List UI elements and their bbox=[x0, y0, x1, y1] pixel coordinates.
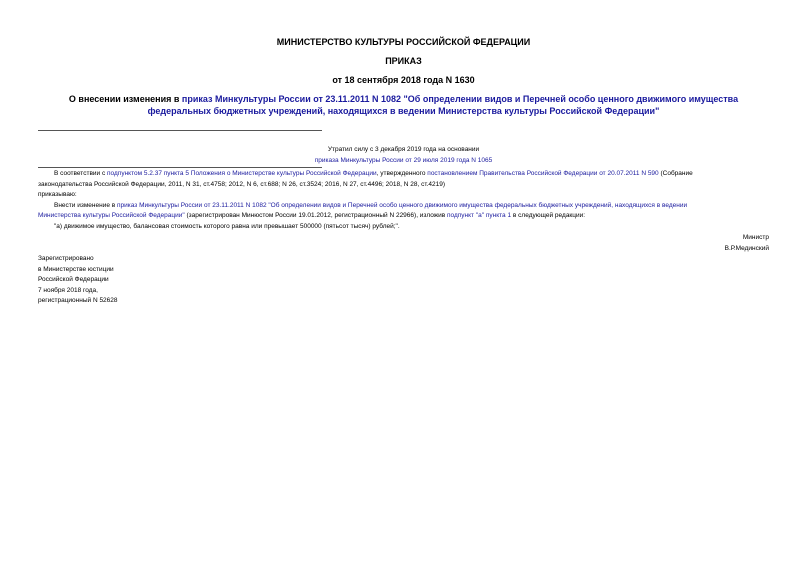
document-body bbox=[38, 169, 770, 232]
paragraph-2 bbox=[38, 201, 770, 212]
p1-link-regulation[interactable]: подпунктом 5.2.37 пункта 5 Положения о Министерстве культуры Российской Федерации bbox=[107, 170, 377, 177]
p2-text-b: (зарегистрирован Минюстом России 19.01.2012, регистрационный N 22966), изложив bbox=[184, 212, 447, 219]
p2-link-subpoint[interactable]: подпункт "а" пункта 1 bbox=[447, 212, 512, 219]
p2-link-order[interactable]: приказ Минкультуры России от 23.11.2011 N 1082 "Об определении видов и Перечней особо ценного движимого имущества федеральных бюджетных учреждений, находящихся в ведении bbox=[117, 201, 688, 209]
registration-line5: регистрационный N 52628 bbox=[38, 297, 118, 304]
document-title bbox=[38, 94, 769, 117]
registration-line3: Российской Федерации bbox=[38, 276, 109, 283]
paragraph-1-line3: приказываю: bbox=[38, 191, 77, 198]
divider-status bbox=[38, 167, 322, 168]
title-prefix: О внесении изменения в bbox=[68, 94, 182, 104]
p1-text-c: (Собрание bbox=[658, 170, 693, 177]
status-link[interactable]: приказа Минкультуры России от 29 июля 2019 года N 1065 bbox=[314, 156, 493, 164]
document-date-number: от 18 сентября 2018 года N 1630 bbox=[332, 75, 475, 85]
registration-line1: Зарегистрировано bbox=[38, 255, 94, 262]
registration-block bbox=[38, 254, 118, 307]
title-link[interactable]: приказ Минкультуры России от 23.11.2011 N 1082 "Об определении видов и Перечней особо ценного движимого имущества федеральных бюджетных учреждений, находящихся в ведении Министерства культуры Российской Федерации" bbox=[147, 94, 739, 116]
registration-line2: в Министерстве юстиции bbox=[38, 265, 114, 273]
p1-text-a: В соответствии с bbox=[54, 170, 108, 177]
signature-name: В.Р.Мединский bbox=[724, 244, 769, 252]
status-note bbox=[0, 145, 807, 166]
status-line1: Утратил силу с 3 декабря 2019 года на основании bbox=[327, 146, 480, 153]
paragraph-2-line2 bbox=[38, 211, 770, 222]
paragraph-1 bbox=[38, 169, 770, 180]
divider-top bbox=[38, 130, 322, 131]
p1-text-b: , утвержденного bbox=[376, 170, 428, 177]
document-type: ПРИКАЗ bbox=[385, 56, 422, 66]
ministry-name: МИНИСТЕРСТВО КУЛЬТУРЫ РОССИЙСКОЙ ФЕДЕРАЦИИ bbox=[276, 37, 531, 47]
signature-position: Министр bbox=[742, 234, 769, 241]
registration-line4: 7 ноября 2018 года, bbox=[38, 286, 98, 294]
p2-text-a: Внести изменение в bbox=[54, 201, 118, 209]
paragraph-1-line2: законодательства Российской Федерации, 2011, N 31, ст.4758; 2012, N 6, ст.688; N 26, ст.3524; 2016, N 27, ст.4496; 2018, N 28, ст.4219) bbox=[38, 180, 446, 188]
p1-link-resolution[interactable]: постановлением Правительства Российской Федерации от 20.07.2011 N 590 bbox=[427, 170, 659, 177]
p2-text-c: в следующей редакции: bbox=[511, 212, 586, 219]
paragraph-3: "а) движимое имущество, балансовая стоимость которого равна или превышает 500000 (пятьсот тысяч) рублей;". bbox=[54, 222, 400, 230]
signature-block bbox=[725, 233, 769, 254]
p2-link-order-cont[interactable]: Министерства культуры Российской Федерации" bbox=[38, 212, 185, 219]
